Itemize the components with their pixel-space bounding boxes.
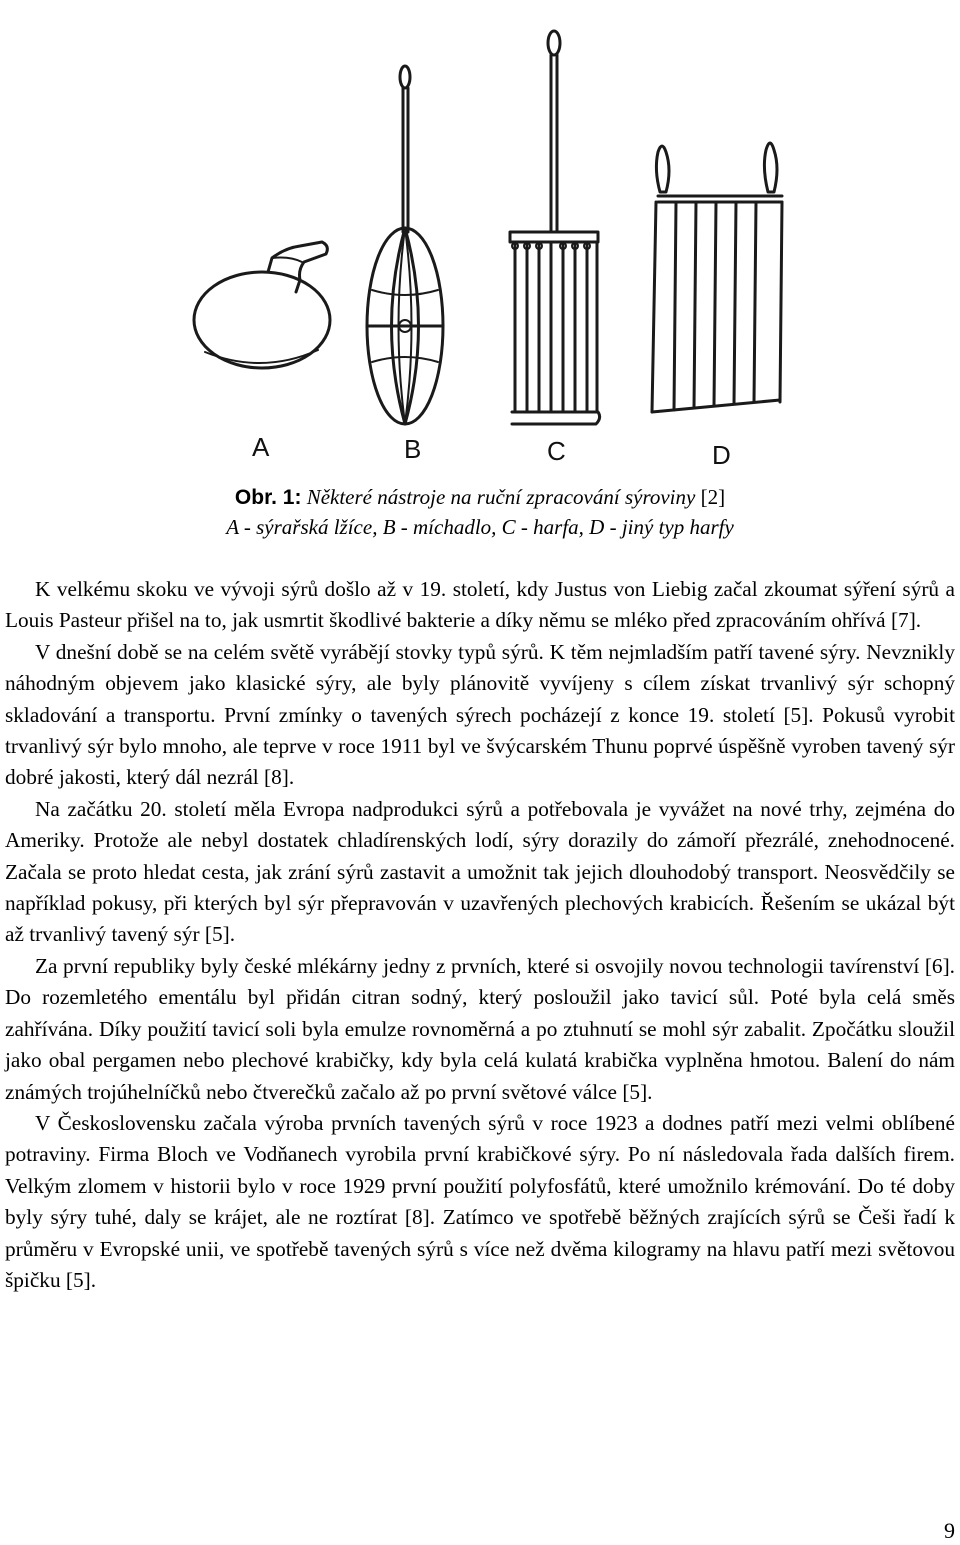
- paragraph-1: K velkému skoku ve vývoji sýrů došlo až v 19. století, kdy Justus von Liebig začal zkoumat sýření sýrů a Louis Pasteur přišel na to, jak usmrtit škodlivé bakterie a díky němu se mléko před zpracováním ohřívá [7].: [5, 577, 955, 633]
- figure-caption: [0, 484, 960, 511]
- figure-letter-b: B: [404, 434, 422, 464]
- caption-legend: A - sýrařská lžíce, B - míchadlo, C - harfa, D - jiný typ harfy: [226, 515, 734, 539]
- tool-b-stirrer-drawing: [367, 66, 443, 424]
- tool-d-harp-drawing: [652, 143, 782, 412]
- caption-reference: [2]: [700, 485, 726, 509]
- figure-letter-c: C: [547, 436, 566, 466]
- figure-cheese-tools: [0, 0, 960, 480]
- paragraph-4: Za první republiky byly české mlékárny jedny z prvních, které si osvojily novou technologii tavírenství [6]. Do rozemletého ementálu byl přidán citran sodný, který posloužil jako tavicí sůl. Poté byla celá směs zahřívána. Díky použití tavicí soli byla emulze rovnoměrná a po ztuhnutí se mohl sýr zabalit. Zpočátku sloužil jako obal pergamen nebo plechové krabičky, kdy byla celá kulatá krabička vyplněna hmotou. Balení do nám známých trojúhelníčků nebo čtverečků začalo až po první světové válce [5].: [5, 953, 955, 1104]
- tool-c-harp-drawing: [510, 31, 600, 424]
- figure-letter-d: D: [712, 440, 731, 470]
- paragraph-2: V dnešní době se na celém světě vyrábějí stovky typů sýrů. K těm nejmladším patří tavené sýry. Nevznikly náhodným objevem jako klasické sýry, ale byly plánovitě vyvíjeny s cílem získat trvanlivý sýr schopný skladování a transportu. První zmínky o tavených sýrech pocházejí z konce 19. století [5]. Pokusů vyrobit trvanlivý sýr bylo mnoho, ale teprve v roce 1911 byl ve švýcarském Thunu poprvé úspěšně vyroben tavený sýr dobré jakosti, který dál nezrál [8].: [5, 639, 955, 790]
- paragraph-3: Na začátku 20. století měla Evropa nadprodukci sýrů a potřebovala je vyvážet na nové trhy, zejména do Ameriky. Protože ale nebyl dostatek chladírenských lodí, sýry dorazily do zámoří přezrálé, znehodnocené. Začala se proto hledat cesta, jak zrání sýrů zastavit a umožnit tak jejich dlouhodobý transport. Neosvědčily se například pokusy, při kterých byl sýr přepravován v uzavřených plechových krabicích. Řešením se ukázal být až trvanlivý tavený sýr [5].: [5, 796, 955, 947]
- tool-a-ladle-drawing: [194, 242, 330, 368]
- caption-title: Některé nástroje na ruční zpracování sýroviny: [306, 485, 696, 509]
- paragraph-5: V Československu začala výroba prvních tavených sýrů v roce 1923 a dodnes patří mezi velmi oblíbené potraviny. Firma Bloch ve Vodňanech vyrobila první krabičkové sýry. Po ní následovala řada dalších firem. Velkým zlomem v historii bylo v roce 1929 první použití polyfosfátů, které umožnilo krémování. Do té doby byly sýry tuhé, daly se krájet, ale ne roztírat [8]. Zatímco ve spotřebě běžných zrajících sýrů se Češi řadí k průměru v Evropské unii, ve spotřebě tavených sýrů s více než dvěma kilogramy na hlavu patří mezi světovou špičku [5].: [5, 1110, 955, 1292]
- caption-label: Obr. 1:: [234, 486, 302, 509]
- body-text: [5, 574, 955, 1296]
- page-number: 9: [944, 1518, 955, 1543]
- figure-drawing: [0, 0, 960, 480]
- figure-letter-a: A: [252, 432, 270, 462]
